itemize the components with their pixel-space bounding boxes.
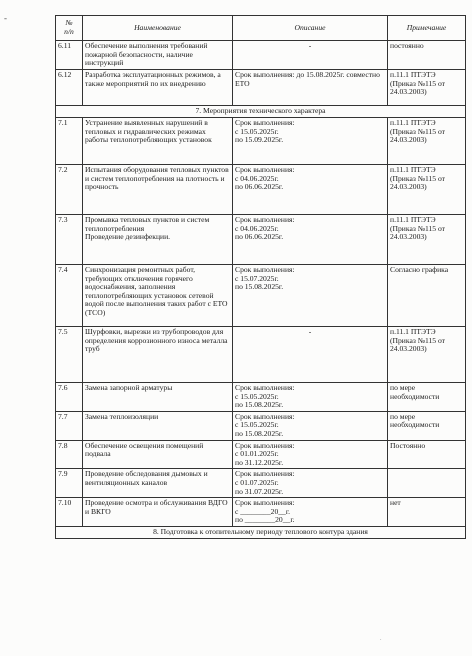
row-number: 7.5 <box>56 327 83 383</box>
row-description: Срок выполнения: с 04.06.2025г. по 06.06.2025г. <box>233 165 388 215</box>
row-note: п.11.1 ПТЭТЭ (Приказ №115 от 24.03.2003) <box>388 70 466 106</box>
table-row <box>56 498 466 527</box>
row-note: Постоянно <box>388 440 466 469</box>
row-description: Срок выполнения: с 04.06.2025г. по 06.06.2025г. <box>233 215 388 265</box>
table-body <box>56 41 466 539</box>
row-note: постоянно <box>388 41 466 70</box>
row-description: - <box>233 327 388 383</box>
row-number: 7.9 <box>56 469 83 498</box>
row-description: Срок выполнения: с ________20__г. по ________20__г. <box>233 498 388 527</box>
header-name: Наименование <box>83 16 233 41</box>
row-note: п.11.1 ПТЭТЭ (Приказ №115 от 24.03.2003) <box>388 215 466 265</box>
row-name: Устранение выявленных нарушений в тепловых и гидравлических режимах работы теплопотребляющих установок <box>83 118 233 165</box>
section-title: 8. Подготовка к отопительному периоду теплового контура здания <box>56 526 466 538</box>
row-number: 6.12 <box>56 70 83 106</box>
row-note: Согласно графика <box>388 265 466 327</box>
row-description: - <box>233 41 388 70</box>
row-number: 7.2 <box>56 165 83 215</box>
row-name: Проведение обследования дымовых и вентиляционных каналов <box>83 469 233 498</box>
table-row <box>56 327 466 383</box>
row-number: 7.8 <box>56 440 83 469</box>
row-number: 7.7 <box>56 411 83 440</box>
table-row <box>56 41 466 70</box>
table-row <box>56 118 466 165</box>
row-number: 6.11 <box>56 41 83 70</box>
row-note: п.11.1 ПТЭТЭ (Приказ №115 от 24.03.2003) <box>388 327 466 383</box>
row-name: Замена запорной арматуры <box>83 383 233 412</box>
section-row <box>56 106 466 118</box>
row-name: Шурфовки, вырезки из трубопроводов для определения коррозионного износа металла труб <box>83 327 233 383</box>
section-row <box>56 526 466 538</box>
table-row <box>56 265 466 327</box>
row-description: Срок выполнения: с 15.05.2025г. по 15.08.2025г. <box>233 411 388 440</box>
row-note: п.11.1 ПТЭТЭ (Приказ №115 от 24.03.2003) <box>388 118 466 165</box>
measures-table <box>55 15 466 539</box>
table-row <box>56 383 466 412</box>
row-description: Срок выполнения: до 15.08.2025г. совместно ЕТО <box>233 70 388 106</box>
row-name: Промывка тепловых пунктов и систем теплопотребления Проведение дезинфекции. <box>83 215 233 265</box>
row-description: Срок выполнения: с 15.07.2025г. по 15.08.2025г. <box>233 265 388 327</box>
corner-mark: - <box>4 13 7 23</box>
row-note: нет <box>388 498 466 527</box>
row-description: Срок выполнения: с 01.01.2025г. по 31.12.2025г. <box>233 440 388 469</box>
header-num: № п/п <box>56 16 83 41</box>
footer-mark: . <box>380 636 382 642</box>
row-name: Обеспечение освещения помещений подвала <box>83 440 233 469</box>
row-number: 7.10 <box>56 498 83 527</box>
section-title: 7. Мероприятия технического характера <box>56 106 466 118</box>
row-note: по мере необходимости <box>388 411 466 440</box>
row-name: Синхронизация ремонтных работ, требующих отключения горячего водоснабжения, заполнения теплопотребляющих установок сетевой водой после выполнения таких работ с ЕТО (ТСО) <box>83 265 233 327</box>
row-number: 7.3 <box>56 215 83 265</box>
row-name: Разработка эксплуатационных режимов, а также мероприятий по их внедрению <box>83 70 233 106</box>
row-number: 7.4 <box>56 265 83 327</box>
table-row <box>56 215 466 265</box>
row-description: Срок выполнения: с 15.05.2025г. по 15.09.2025г. <box>233 118 388 165</box>
row-name: Замена теплоизоляции <box>83 411 233 440</box>
row-note: по мере необходимости <box>388 383 466 412</box>
table-row <box>56 70 466 106</box>
row-description: Срок выполнения: с 01.07.2025г. по 31.07.2025г. <box>233 469 388 498</box>
header-desc: Описание <box>233 16 388 41</box>
table-row <box>56 165 466 215</box>
header-note: Примечание <box>388 16 466 41</box>
table-row <box>56 440 466 469</box>
row-name: Испытания оборудования тепловых пунктов и систем теплопотребления на плотность и прочность <box>83 165 233 215</box>
row-name: Проведение осмотра и обслуживания ВДГО и ВКГО <box>83 498 233 527</box>
table-row <box>56 411 466 440</box>
row-number: 7.1 <box>56 118 83 165</box>
row-number: 7.6 <box>56 383 83 412</box>
row-name: Обеспечение выполнения требований пожарной безопасности, наличие инструкций <box>83 41 233 70</box>
row-note: п.11.1 ПТЭТЭ (Приказ №115 от 24.03.2003) <box>388 165 466 215</box>
table-row <box>56 469 466 498</box>
table-header-row <box>56 16 466 41</box>
row-note <box>388 469 466 498</box>
row-description: Срок выполнения: с 15.05.2025г. по 15.08.2025г. <box>233 383 388 412</box>
